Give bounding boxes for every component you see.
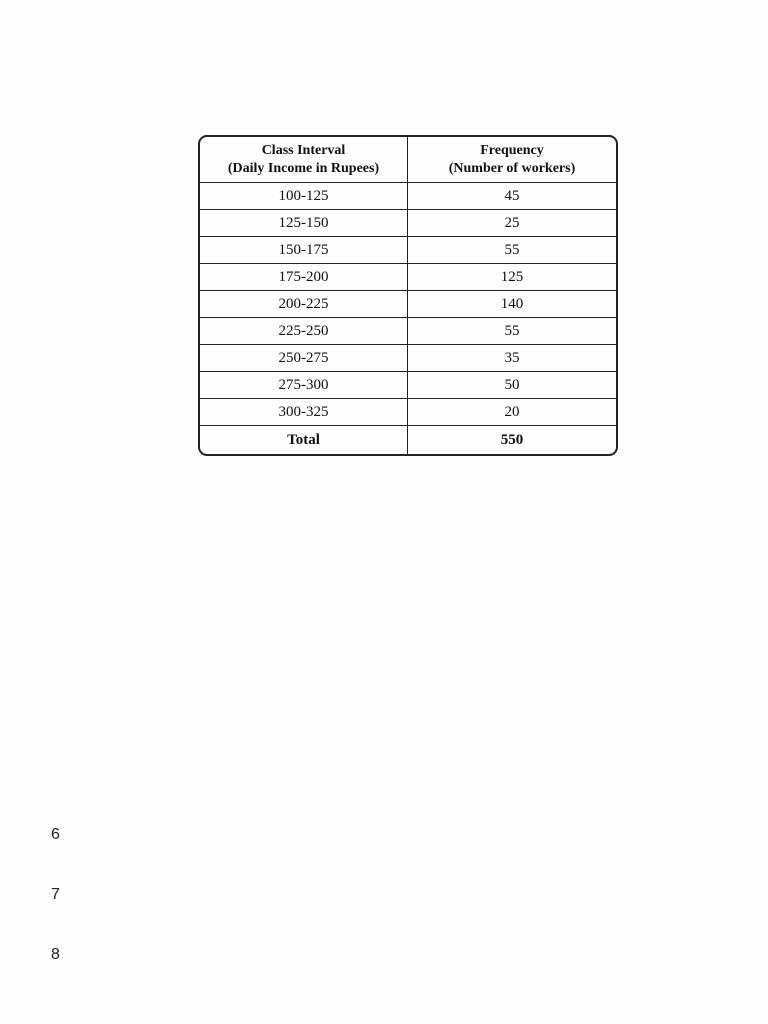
frequency-table — [198, 135, 618, 456]
total-label: Total — [200, 426, 408, 454]
interval-cell: 175-200 — [200, 264, 408, 290]
table-header-row — [200, 137, 616, 182]
header-line: Frequency — [480, 142, 544, 158]
frequency-cell: 25 — [504, 215, 520, 231]
interval-cell: 100-125 — [200, 183, 408, 209]
margin-number: 6 — [51, 826, 60, 843]
interval-cell: 150-175 — [200, 237, 408, 263]
margin-number: 8 — [51, 946, 60, 963]
frequency-cell: 125 — [500, 269, 524, 285]
interval-cell: 250-275 — [200, 345, 408, 371]
table-row — [200, 236, 616, 263]
margin-number: 7 — [51, 886, 60, 903]
table-row — [200, 263, 616, 290]
frequency-header — [408, 137, 616, 182]
frequency-cell: 35 — [504, 350, 520, 366]
interval-cell: 200-225 — [200, 291, 408, 317]
frequency-cell: 55 — [504, 242, 520, 258]
frequency-cell: 20 — [504, 404, 520, 420]
table-total-row — [200, 425, 616, 454]
table-row — [200, 398, 616, 425]
class-interval-header — [200, 137, 408, 182]
frequency-cell: 140 — [500, 296, 524, 312]
header-line: (Number of workers) — [448, 160, 576, 176]
frequency-cell: 55 — [504, 323, 520, 339]
table-row — [200, 317, 616, 344]
frequency-cell: 45 — [504, 188, 520, 204]
table-row — [200, 182, 616, 209]
table-row — [200, 290, 616, 317]
interval-cell: 275-300 — [200, 372, 408, 398]
interval-cell: 300-325 — [200, 399, 408, 425]
table-row — [200, 209, 616, 236]
header-line: (Daily Income in Rupees) — [227, 160, 380, 176]
table-row — [200, 371, 616, 398]
header-line: Class Interval — [261, 142, 346, 158]
frequency-cell: 50 — [504, 377, 520, 393]
interval-cell: 125-150 — [200, 210, 408, 236]
interval-cell: 225-250 — [200, 318, 408, 344]
table-row — [200, 344, 616, 371]
total-value: 550 — [500, 432, 524, 448]
